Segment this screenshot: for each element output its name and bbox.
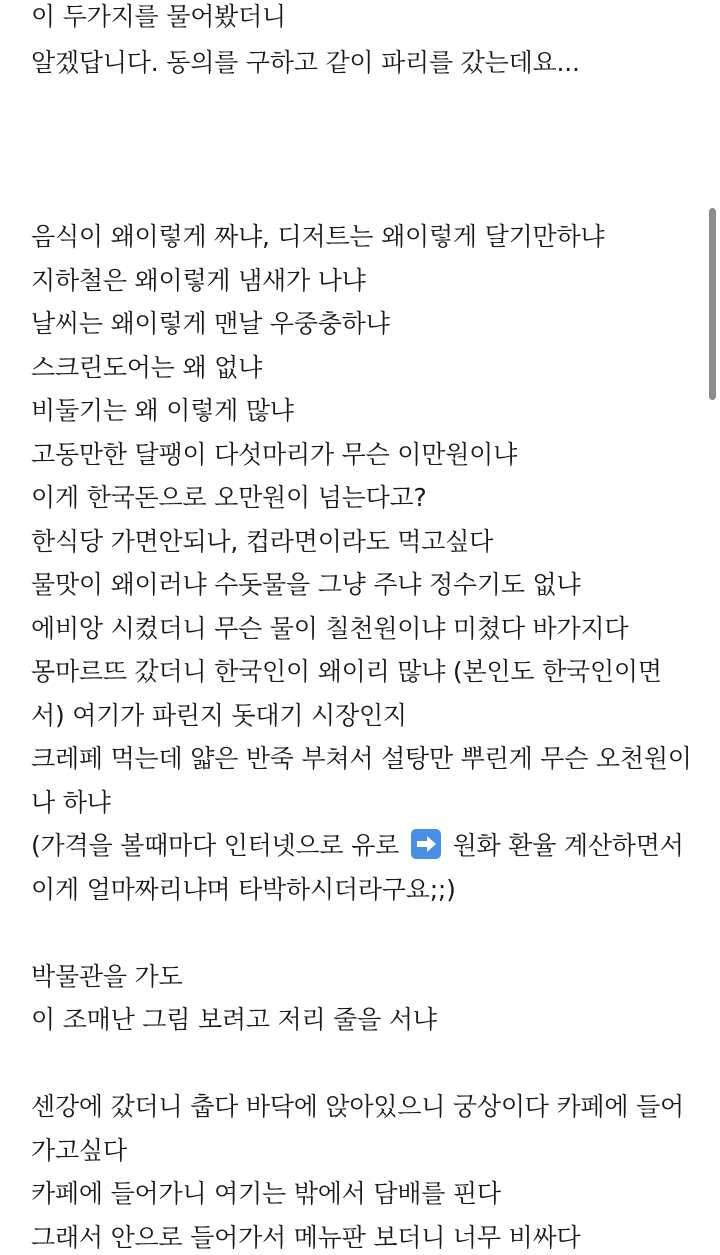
text-line: 서) 여기가 파린지 돗대기 시장인지 [31, 701, 407, 730]
text-line: 스크린도어는 왜 없냐 [31, 353, 263, 382]
text-line: 이 두가지를 물어봤더니 [31, 2, 286, 31]
text-line: 날씨는 왜이렇게 맨날 우중충하냐 [31, 309, 390, 338]
vertical-scrollbar[interactable] [709, 208, 716, 400]
text-line: 물맛이 왜이러냐 수돗물을 그냥 주냐 정수기도 없냐 [31, 570, 581, 599]
text-line: 이게 얼마짜리냐며 타박하시더라구요;;) [31, 875, 456, 904]
text-line: 이 조매난 그림 보려고 저리 줄을 서냐 [31, 1005, 437, 1034]
text-line: 그래서 안으로 들어가서 메뉴판 보더니 너무 비싸다 [31, 1223, 581, 1252]
text-line: 음식이 왜이렇게 짜냐, 디저트는 왜이렇게 달기만하냐 [31, 222, 605, 251]
text-segment: (가격을 볼때마다 인터넷으로 유로 [31, 831, 400, 860]
right-arrow-emoji-icon [411, 829, 441, 859]
text-line: 한식당 가면안되나, 컵라면이라도 먹고싶다 [31, 527, 494, 556]
text-line: 크레페 먹는데 얇은 반죽 부쳐서 설탕만 뿌린게 무슨 오천원이 [31, 744, 692, 773]
text-line: 지하철은 왜이렇게 냄새가 나냐 [31, 266, 366, 295]
text-line: 몽마르뜨 갔더니 한국인이 왜이리 많냐 (본인도 한국인이면 [31, 657, 662, 686]
text-line: 에비앙 시켰더니 무슨 물이 칠천원이냐 미쳤다 바가지다 [31, 614, 629, 643]
text-line: 가고싶다 [31, 1136, 127, 1165]
text-line: 비둘기는 왜 이렇게 많냐 [31, 396, 294, 425]
text-line-with-arrow [31, 829, 684, 863]
text-segment: 원화 환율 계산하면서 [452, 831, 684, 860]
text-line: 카페에 들어가니 여기는 밖에서 담배를 핀다 [31, 1179, 501, 1208]
text-line: 이게 한국돈으로 오만원이 넘는다고? [31, 483, 427, 512]
text-line: 알겠답니다. 동의를 구하고 같이 파리를 갔는데요... [31, 48, 580, 77]
text-line: 박물관을 가도 [31, 962, 183, 991]
text-line: 고동만한 달팽이 다섯마리가 무슨 이만원이냐 [31, 440, 518, 469]
text-line: 센강에 갔더니 춥다 바닥에 앉아있으니 궁상이다 카페에 들어 [31, 1092, 684, 1121]
text-line: 나 하냐 [31, 788, 111, 817]
